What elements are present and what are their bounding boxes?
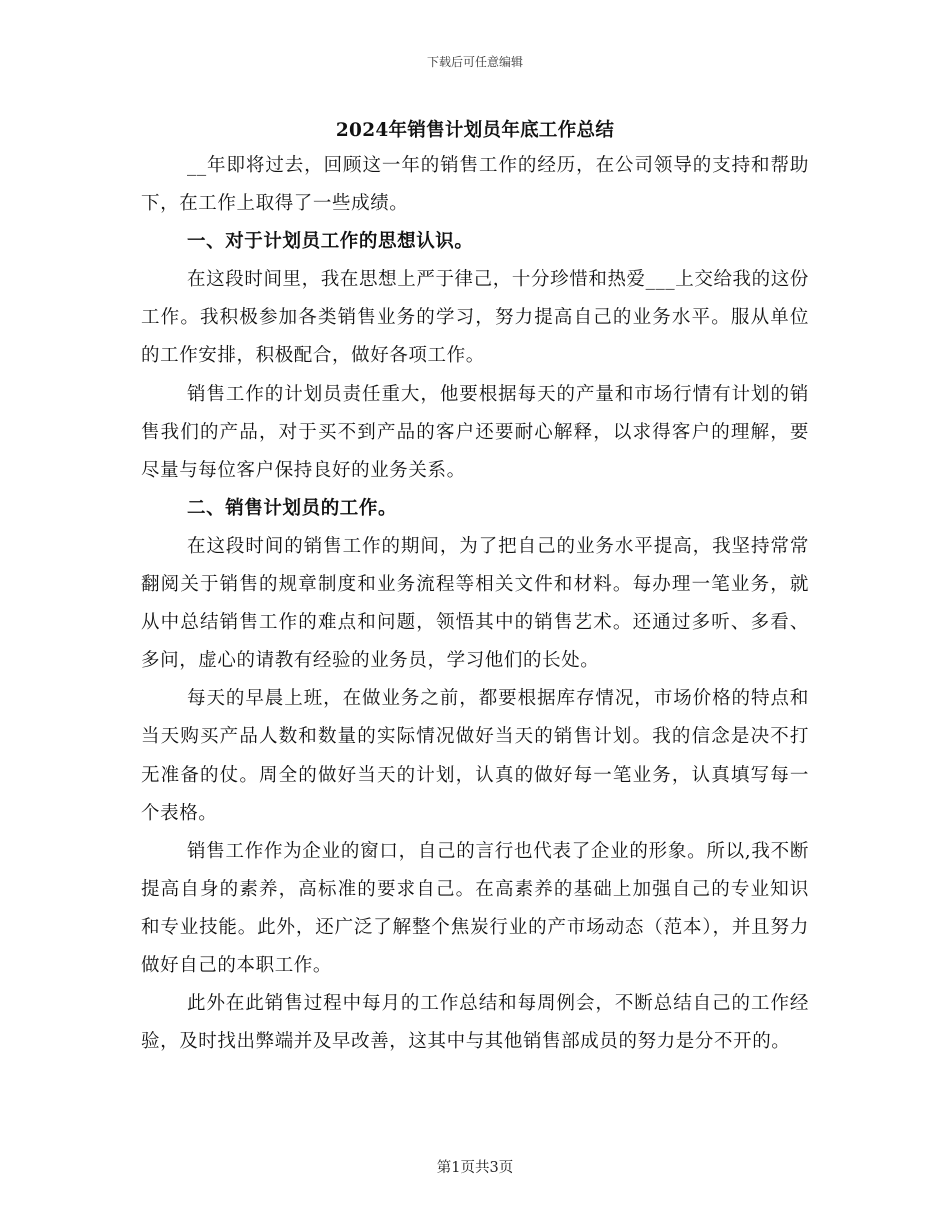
document-body bbox=[141, 147, 809, 1061]
paragraph: 在这段时间的销售工作的期间，为了把自己的业务水平提高，我坚持常常翻阅关于销售的规章制度和业务流程等相关文件和材料。每办理一笔业务，就从中总结销售工作的难点和问题，领悟其中的销售艺术。还通过多听、多看、多问，虚心的请教有经验的业务员，学习他们的长处。 bbox=[141, 535, 809, 672]
section-heading-2: 二、销售计划员的工作。 bbox=[187, 497, 398, 519]
paragraph-intro: __年即将过去，回顾这一年的销售工作的经历，在公司领导的支持和帮助下，在工作上取得了一些成绩。 bbox=[141, 155, 809, 215]
paragraph: 每天的早晨上班，在做业务之前，都要根据库存情况，市场价格的特点和当天购买产品人数和数量的实际情况做好当天的销售计划。我的信念是决不打无准备的仗。周全的做好当天的计划，认真的做好每一笔业务，认真填写每一个表格。 bbox=[141, 688, 809, 824]
header-note: 下载后可任意编辑 bbox=[426, 55, 523, 69]
section-heading-1: 一、对于计划员工作的思想认识。 bbox=[187, 231, 474, 253]
page-number: 第1页共3页 bbox=[436, 1160, 514, 1176]
paragraph: 此外在此销售过程中每月的工作总结和每周例会，不断总结自己的工作经验，及时找出弊端并及早改善，这其中与其他销售部成员的努力是分不开的。 bbox=[141, 993, 809, 1053]
paragraph: 在这段时间里，我在思想上严于律己，十分珍惜和热爱___上交给我的这份工作。我积极参加各类销售业务的学习，努力提高自己的业务水平。服从单位的工作安排，积极配合，做好各项工作。 bbox=[141, 269, 809, 367]
paragraph: 销售工作的计划员责任重大，他要根据每天的产量和市场行情有计划的销售我们的产品，对于买不到产品的客户还要耐心解释，以求得客户的理解，要尽量与每位客户保持良好的业务关系。 bbox=[141, 383, 809, 481]
paragraph: 销售工作作为企业的窗口，自己的言行也代表了企业的形象。所以,我不断提高自身的素养，高标准的要求自己。在高素养的基础上加强自己的专业知识和专业技能。此外，还广泛了解整个焦炭行业的产市场动态（范本），并且努力做好自己的本职工作。 bbox=[141, 840, 809, 976]
document-title: 2024年销售计划员年底工作总结 bbox=[335, 120, 615, 141]
